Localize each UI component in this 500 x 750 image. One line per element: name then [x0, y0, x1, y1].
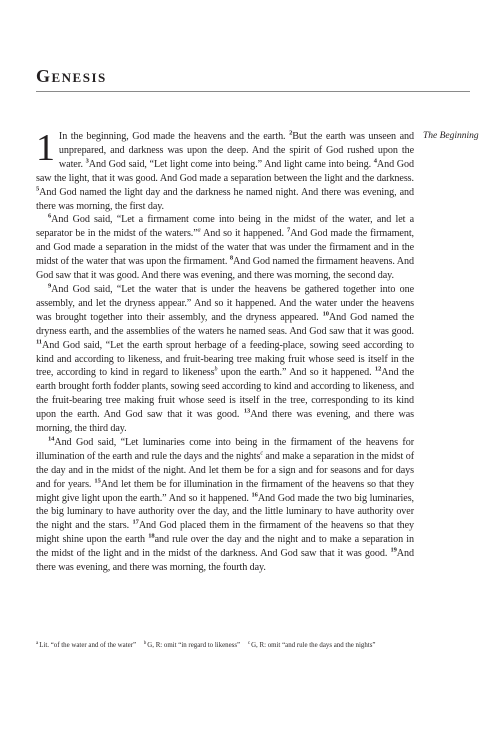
chapter-number: 1	[36, 127, 55, 169]
verse-number: 14	[48, 435, 55, 443]
footnote	[36, 642, 136, 649]
verse-text: And God said, “Let the water that is under the heavens be gathered together into one assembly, and let the dryness appear.” And so it happened. And the water under the heavens was brought together into their assembly, and the dryness appeared.	[36, 283, 414, 323]
verse-text: And let them be for illumination in the firmament of the heavens so that they might give light upon the earth.” And so it happened.	[36, 478, 414, 504]
section-heading: The Beginning	[423, 131, 479, 141]
verse-text: And there was evening, and there was morning, the fourth day.	[36, 548, 414, 574]
verse-text: And God made the firmament, and God made a separation in the midst of the water that was under the firmament and in the midst of the water that was upon the firmament.	[36, 228, 414, 268]
footnote-text: Lit. “of the water and of the water”	[39, 642, 137, 649]
footnote	[248, 642, 376, 649]
footnote-marker: b	[143, 640, 147, 646]
verse-text: And God said, “Let the earth sprout herbage of a feeding-place, sowing seed according to kind and according to likeness, and fruit-bearing tree making fruit whose seed is itself in the tree, according to kind in regard to likeness	[36, 339, 414, 379]
verse-text: and rule over the day and the night and to make a separation in the midst of the light and in the midst of the darkness. And God saw that it was good.	[36, 534, 415, 560]
paragraph-body	[36, 127, 414, 212]
verse-text: And God named the firmament heavens. And God saw that it was good. And there was evening, and there was morning, the second day.	[36, 256, 414, 282]
footnote-ref: a	[197, 227, 201, 234]
paragraph	[36, 283, 414, 436]
verse-number: 18	[148, 532, 155, 540]
paragraph-body	[36, 437, 414, 573]
verse-number: 7	[286, 226, 291, 234]
verse-text: And the earth brought forth fodder plants, sowing seed according to kind and according to likeness, and the fruit-bearing tree making fruit whose seed is itself in the tree, corresponding to its kind upon the earth. And God saw that it was good.	[36, 367, 414, 421]
paragraph	[36, 436, 414, 575]
verse-text: And so it happened.	[200, 228, 287, 240]
verse-number: 3	[85, 157, 89, 165]
verse-text: And God saw the light, that it was good. And God made a separation between the light and the darkness.	[36, 158, 414, 184]
footnote-text: G, R: omit “and rule the days and the nights”	[251, 642, 376, 649]
footnote-marker: a	[36, 640, 39, 646]
verse-number: 9	[48, 282, 52, 290]
verse-text: and make a separation in the midst of the day and in the midst of the night. And let them be for a sign and for seasons and for days and for years.	[36, 450, 414, 490]
paragraph-body	[36, 284, 414, 434]
verse-text: And God said, “Let light come into being.” And light came into being.	[88, 158, 374, 170]
verse-text: And God said, “Let a firmament come into being in the midst of the water, and let a separator be in the midst of the waters.”	[36, 214, 414, 240]
footnote	[144, 642, 240, 649]
verse-text: upon the earth.” And so it happened.	[217, 367, 375, 379]
verse-number: 5	[36, 185, 40, 193]
verse-number: 17	[132, 519, 139, 526]
verse-number: 12	[374, 366, 382, 374]
verse-number: 16	[251, 491, 258, 499]
book-title: Genesis	[36, 66, 107, 86]
verse-number: 19	[390, 546, 397, 554]
footnote-ref: c	[260, 450, 263, 457]
verse-number: 13	[243, 407, 251, 415]
footnote-ref: b	[214, 367, 218, 374]
verse-text: And God named the dryness earth, and the assemblies of the waters he named seas. And God saw that it was good.	[36, 311, 414, 337]
verse-number: 8	[229, 254, 234, 262]
verse-number: 4	[373, 157, 377, 165]
verse-text: And there was evening, and there was morning, the third day.	[36, 409, 414, 435]
paragraph-body	[36, 214, 414, 281]
paragraph	[36, 213, 414, 283]
verse-text: And God made the two big luminaries, the big luminary to have authority over the day, and the little luminary to have authority over the night and the stars.	[36, 492, 415, 532]
verse-text: And God placed them in the firmament of the heavens so that they might shine upon the earth	[36, 520, 414, 546]
verse-number: 10	[322, 310, 329, 318]
chapter-text	[36, 127, 415, 575]
verse-text: But the earth was unseen and unprepared, and darkness was upon the deep. And the spirit of God rushed upon the water.	[58, 131, 414, 170]
footnotes	[36, 641, 414, 651]
footnote-text: G, R: omit “in regard to likeness”	[147, 642, 241, 649]
footnote-marker: c	[247, 640, 251, 646]
verse-text: And God named the light day and the darkness he named night. And there was evening, and there was morning, the first day.	[36, 186, 414, 212]
verse-number: 15	[94, 477, 101, 485]
verse-number: 6	[48, 213, 52, 221]
paragraph	[36, 127, 414, 213]
verse-text: In the beginning, God made the heavens and the earth.	[58, 131, 290, 142]
verse-text: And God said, “Let luminaries come into being in the firmament of the heavens for illumination of the earth and rule the days and the nights	[36, 436, 414, 462]
verse-number: 2	[289, 129, 293, 137]
verse-number: 11	[36, 338, 42, 346]
title-rule	[36, 91, 470, 92]
